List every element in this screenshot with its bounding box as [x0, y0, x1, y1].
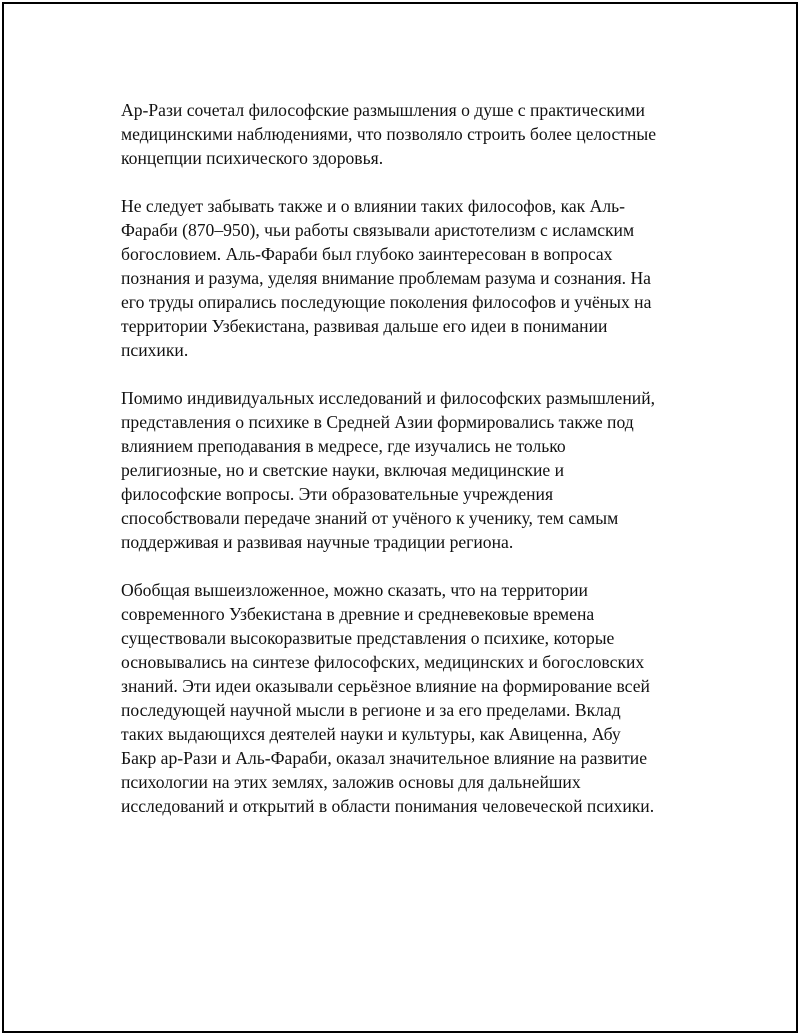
text-line: способствовали передаче знаний от учёного к ученику, тем самым	[121, 508, 619, 528]
text-line: Обобщая вышеизложенное, можно сказать, что на территории	[121, 580, 588, 600]
text-line: богословием. Аль-Фараби был глубоко заинтересован в вопросах	[121, 244, 613, 264]
text-line: Не следует забывать также и о влиянии таких философов, как Аль-	[121, 196, 625, 216]
text-line: поддерживая и развивая научные традиции региона.	[121, 532, 514, 552]
text-line: представления о психике в Средней Азии формировались также под	[121, 412, 634, 432]
paragraph-4	[121, 578, 701, 818]
page-frame	[2, 2, 798, 1033]
text-line: знаний. Эти идеи оказывали серьёзное влияние на формирование всей	[121, 676, 650, 696]
text-line: основывались на синтезе философских, медицинских и богословских	[121, 652, 645, 672]
text-line: Фараби (870–950), чьи работы связывали аристотелизм с исламским	[121, 220, 635, 240]
text-line: концепции психического здоровья.	[121, 148, 384, 168]
text-line: современного Узбекистана в древние и средневековые времена	[121, 604, 595, 624]
text-line: познания и разума, уделяя внимание проблемам разума и сознания. На	[121, 268, 651, 288]
text-line: влиянием преподавания в медресе, где изучались не только	[121, 436, 566, 456]
text-line: Помимо индивидуальных исследований и философских размышлений,	[121, 388, 656, 408]
text-line: существовали высокоразвитые представления о психике, которые	[121, 628, 615, 648]
text-line: последующей научной мысли в регионе и за его пределами. Вклад	[121, 700, 621, 720]
text-line: его труды опирались последующие поколения философов и учёных на	[121, 292, 652, 312]
text-line: Ар-Рази сочетал философские размышления о душе с практическими	[121, 100, 645, 120]
text-line: территории Узбекистана, развивая дальше его идеи в понимании	[121, 316, 608, 336]
text-line: психологии на этих землях, заложив основы для дальнейших	[121, 772, 581, 792]
text-line: философские вопросы. Эти образовательные учреждения	[121, 484, 554, 504]
document-body	[121, 98, 701, 818]
paragraph-3	[121, 386, 701, 554]
text-line: Бакр ар-Рази и Аль-Фараби, оказал значительное влияние на развитие	[121, 748, 647, 768]
paragraph-2	[121, 194, 701, 362]
text-line: исследований и открытий в области понимания человеческой психики.	[121, 796, 655, 816]
text-line: психики.	[121, 340, 189, 360]
text-line: медицинскими наблюдениями, что позволяло строить более целостные	[121, 124, 657, 144]
text-line: таких выдающихся деятелей науки и культуры, как Авиценна, Абу	[121, 724, 621, 744]
text-line: религиозные, но и светские науки, включая медицинские и	[121, 460, 565, 480]
paragraph-1	[121, 98, 701, 170]
